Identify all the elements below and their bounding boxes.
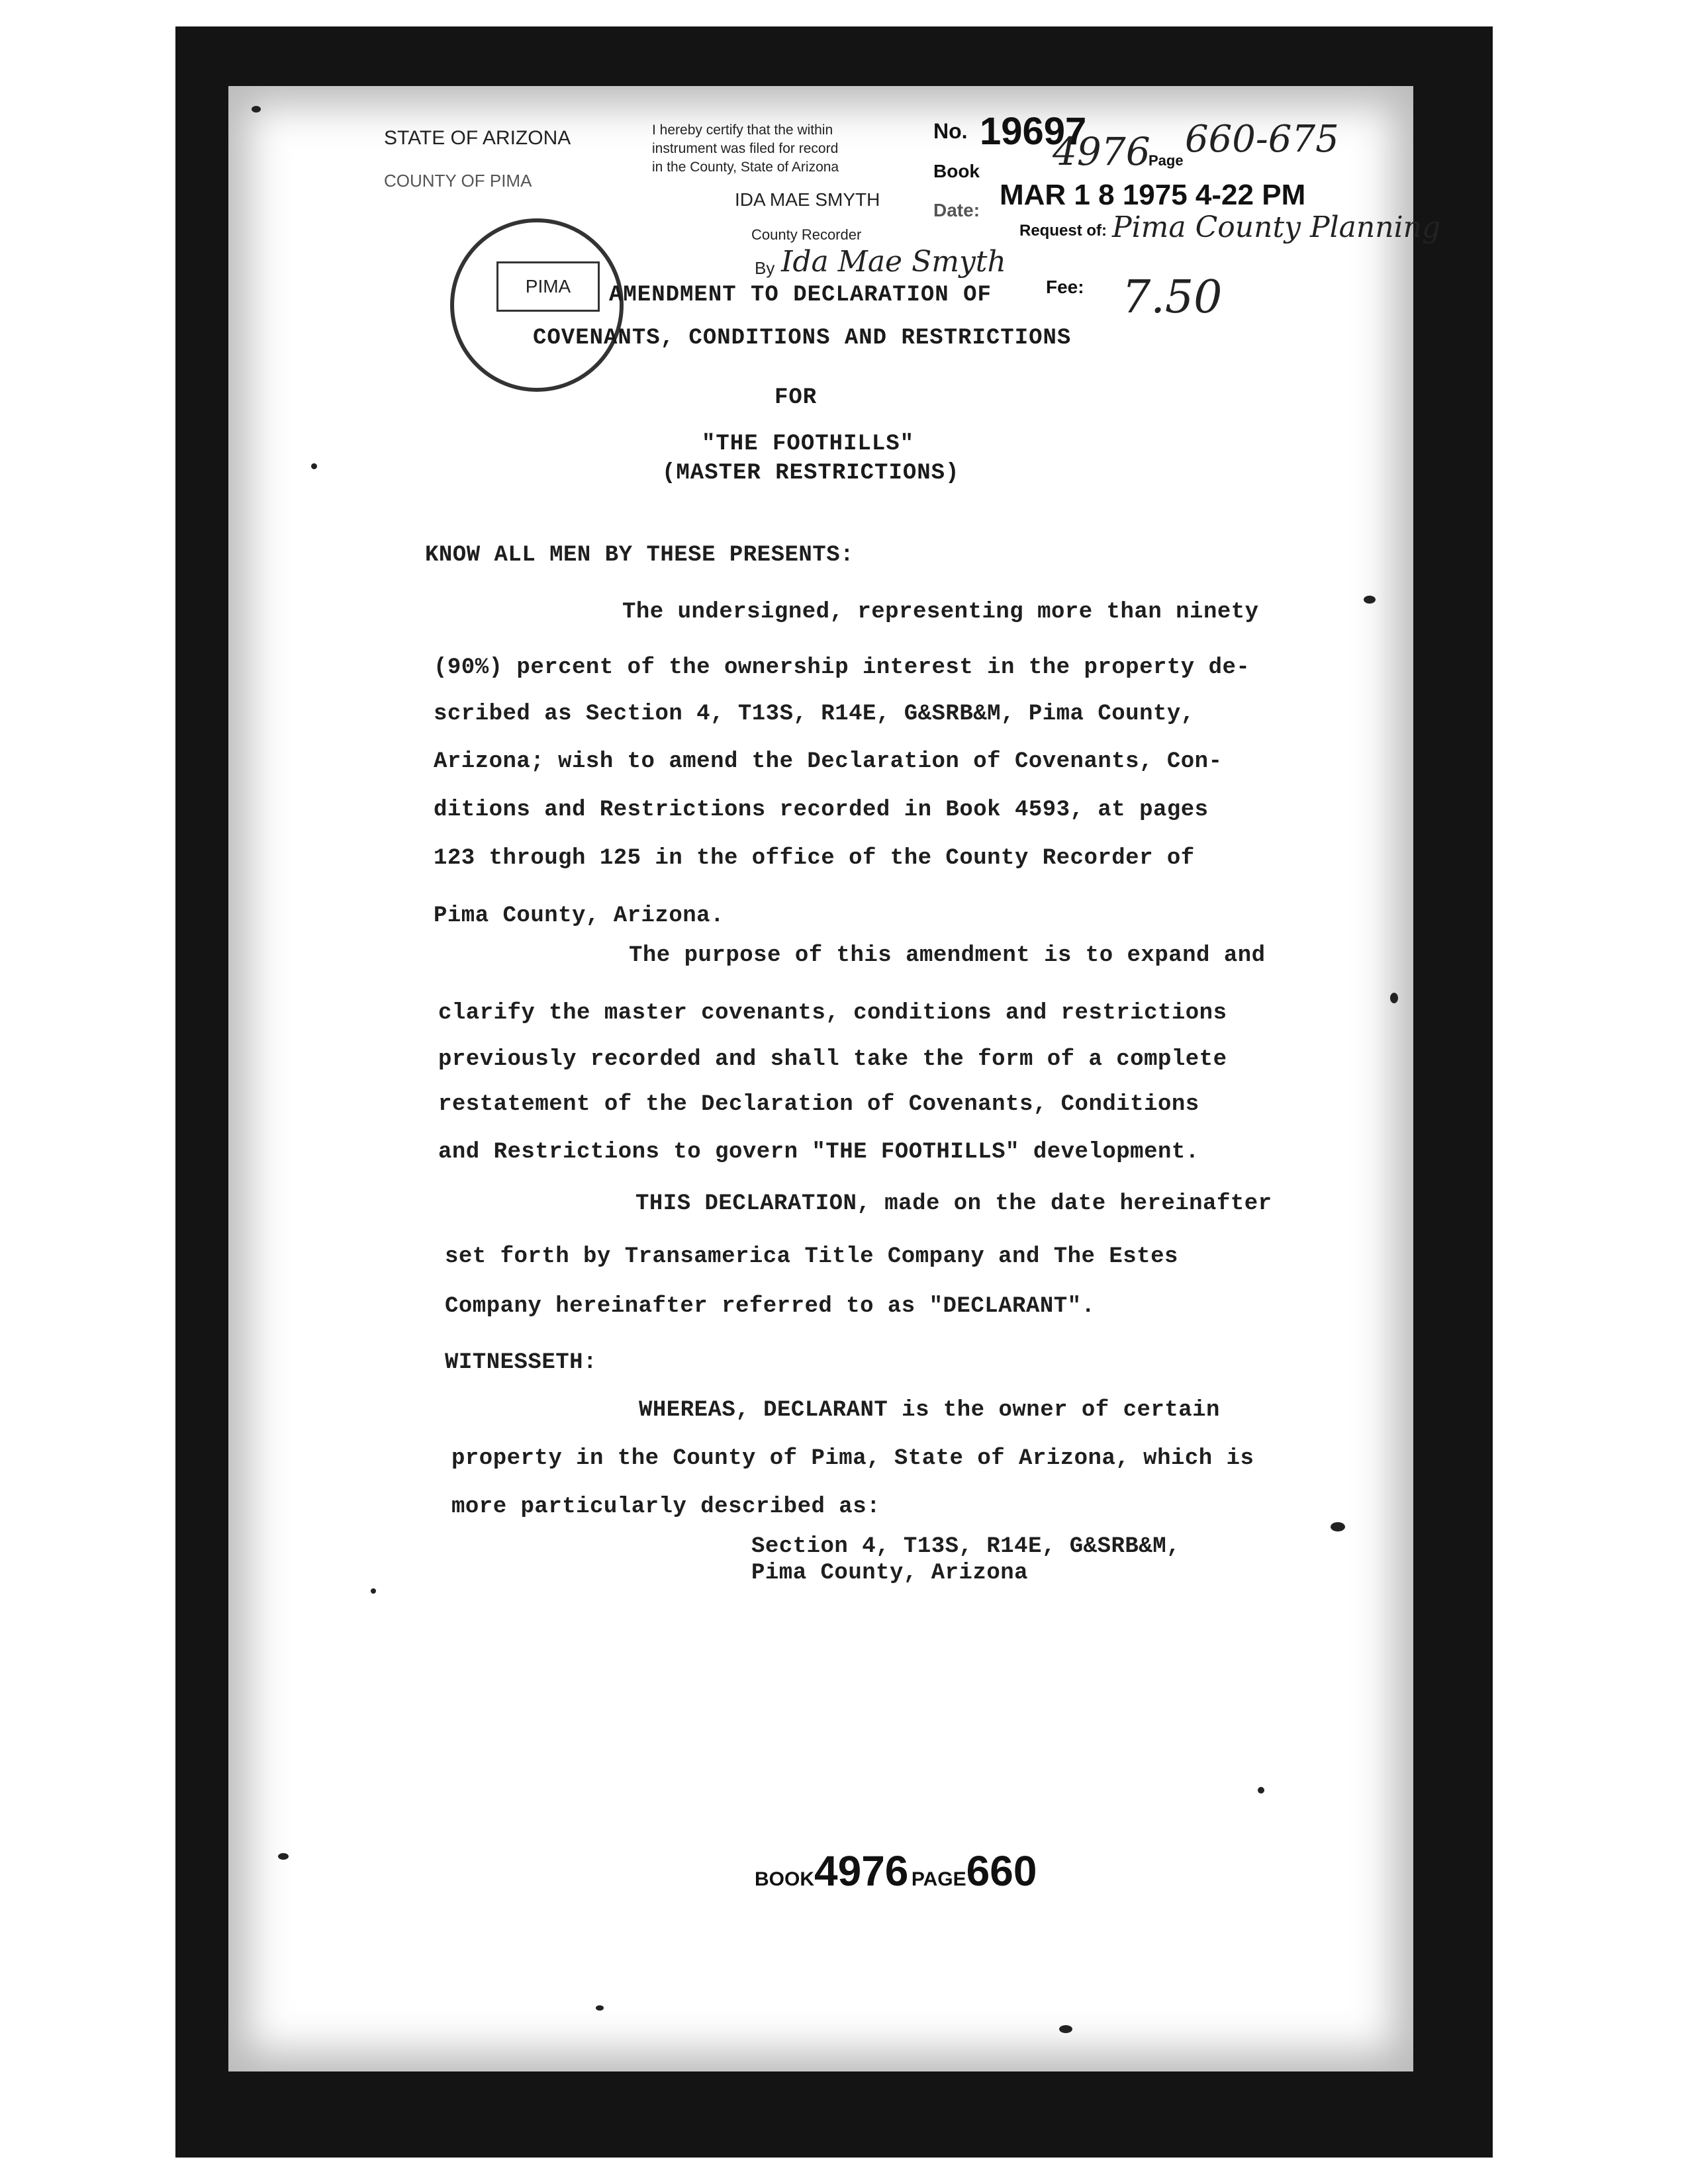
doc-title-line-4: "THE FOOTHILLS": [702, 432, 915, 457]
body-line: THIS DECLARATION, made on the date hereinafter: [635, 1191, 1272, 1216]
body-line: WHEREAS, DECLARANT is the owner of certain: [639, 1398, 1220, 1423]
body-line: Arizona; wish to amend the Declaration of Covenants, Con-: [434, 749, 1223, 774]
stamp-request-value: Pima County Planning: [1112, 210, 1441, 244]
body-line: previously recorded and shall take the form of a complete: [438, 1047, 1227, 1072]
legal-description-line-1: Section 4, T13S, R14E, G&SRB&M,: [751, 1534, 1181, 1559]
body-line: scribed as Section 4, T13S, R14E, G&SRB&M, Pima County,: [434, 702, 1195, 727]
body-line: The purpose of this amendment is to expand and: [629, 943, 1266, 968]
body-line: restatement of the Declaration of Covenants, Conditions: [438, 1092, 1199, 1117]
stamp-by-label: By: [755, 258, 775, 278]
body-line: Company hereinafter referred to as "DECLARANT".: [445, 1294, 1096, 1319]
body-line: Pima County, Arizona.: [434, 903, 724, 929]
stamp-no-label: No.: [933, 119, 968, 143]
doc-title-line-3: FOR: [774, 385, 818, 410]
body-line: (90%) percent of the ownership interest in the property de-: [434, 655, 1250, 680]
body-line: clarify the master covenants, conditions and restrictions: [438, 1001, 1227, 1026]
salutation: KNOW ALL MEN BY THESE PRESENTS:: [425, 543, 855, 568]
stamp-date-label: Date:: [933, 200, 980, 220]
witnesseth-heading: WITNESSETH:: [445, 1350, 597, 1375]
body-line: property in the County of Pima, State of Arizona, which is: [451, 1446, 1254, 1471]
stamp-certify-line-1: I hereby certify that the within: [652, 122, 833, 138]
body-line: more particularly described as:: [451, 1494, 881, 1520]
stamp-book-value: 4976: [1053, 129, 1150, 174]
stamp-certify-line-3: in the County, State of Arizona: [652, 159, 839, 175]
stamp-book-label: Book: [933, 161, 980, 181]
stamp-fee-label: Fee:: [1046, 277, 1084, 297]
stamp-page-value: 660-675: [1185, 118, 1339, 161]
body-line: ditions and Restrictions recorded in Book 4593, at pages: [434, 797, 1209, 823]
stamp-request-label: Request of:: [1019, 222, 1107, 240]
footer-book-number: 4976: [814, 1847, 909, 1895]
stamp-date-value: MAR 1 8 1975 4-22 PM: [1000, 179, 1306, 211]
document-page: [228, 86, 1413, 2071]
body-line: The undersigned, representing more than ninety: [622, 600, 1259, 625]
stamp-certify-line-2: instrument was filed for record: [652, 141, 839, 156]
legal-description-line-2: Pima County, Arizona: [751, 1561, 1029, 1586]
stamp-recorder-title: County Recorder: [751, 226, 862, 243]
doc-title-line-2: COVENANTS, CONDITIONS AND RESTRICTIONS: [533, 326, 1072, 351]
footer-book-label: BOOK: [755, 1868, 814, 1890]
stamp-state: STATE OF ARIZONA: [384, 127, 571, 149]
stamp-number: 19697: [980, 110, 1087, 153]
body-line: 123 through 125 in the office of the County Recorder of: [434, 846, 1195, 871]
stamp-fee-value: 7.50: [1122, 271, 1223, 324]
footer-page-number: 660: [966, 1847, 1037, 1895]
stamp-county: COUNTY OF PIMA: [384, 171, 532, 191]
book-page-stamp: [755, 1846, 1037, 1895]
seal-box: PIMA: [496, 261, 600, 312]
doc-title-line-5: (MASTER RESTRICTIONS): [662, 461, 960, 486]
footer-page-label: PAGE: [911, 1868, 966, 1890]
stamp-page-label: Page: [1149, 152, 1184, 169]
recorder-signature: Ida Mae Smyth: [781, 245, 1006, 279]
stamp-recorder-name: IDA MAE SMYTH: [735, 189, 880, 210]
doc-title-line-1: AMENDMENT TO DECLARATION OF: [609, 283, 992, 308]
body-line: and Restrictions to govern "THE FOOTHILLS" development.: [438, 1140, 1199, 1165]
body-line: set forth by Transamerica Title Company and The Estes: [445, 1244, 1178, 1269]
